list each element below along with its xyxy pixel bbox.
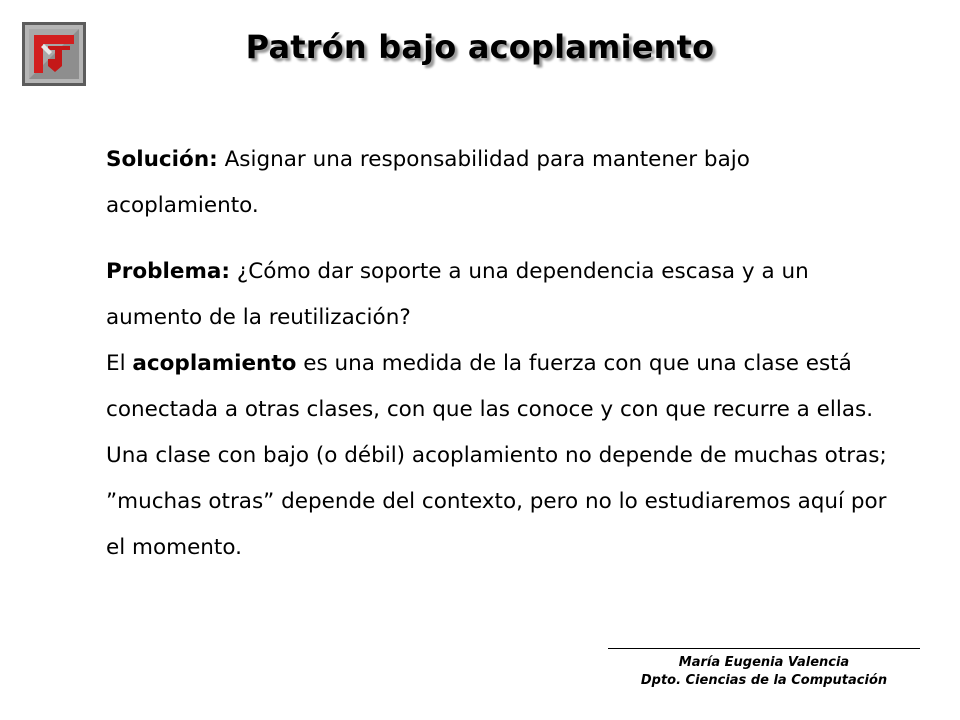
slide-title: Patrón bajo acoplamiento	[245, 28, 715, 66]
problema-text: ¿Cómo dar soporte a una dependencia escasa y a un aumento de la reutilización?	[106, 259, 809, 330]
definicion-text: es una medida de la fuerza con que una clase está conectada a otras clases, con que las conoce y con que recurre a ellas. Una clase con bajo (o débil) acoplamiento no depende de muchas otras; ”muchas otras” depende del contexto, pero no lo estudiaremos aquí por el momento.	[106, 351, 887, 560]
solucion-label: Solución:	[106, 147, 218, 172]
footer-divider	[608, 648, 920, 649]
footer	[600, 654, 928, 690]
problema-paragraph	[106, 249, 906, 571]
definicion-prefix: El	[106, 351, 126, 376]
footer-department: Dpto. Ciencias de la Computación	[640, 673, 888, 688]
definicion-term: acoplamiento	[132, 351, 297, 376]
solucion-paragraph	[106, 137, 906, 229]
footer-author: María Eugenia Valencia	[678, 655, 850, 670]
problema-label: Problema:	[106, 259, 230, 284]
solucion-text: Asignar una responsabilidad para mantener bajo acoplamiento.	[106, 147, 750, 218]
